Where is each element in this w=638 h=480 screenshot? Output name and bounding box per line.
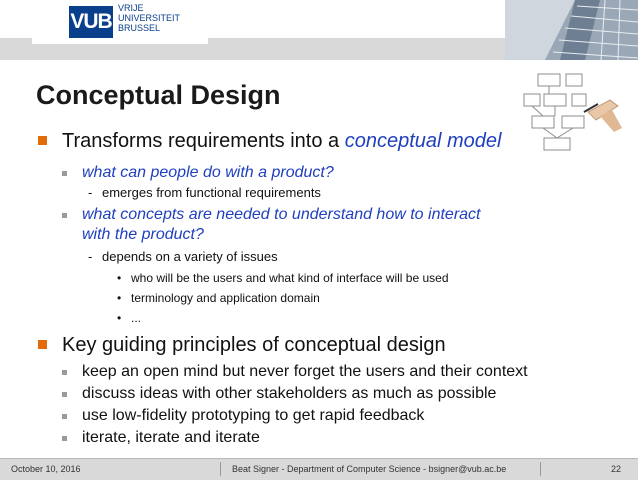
slide-title: Conceptual Design	[36, 80, 281, 110]
sub-bullet-square-icon	[62, 370, 67, 375]
page-number: 22	[611, 464, 622, 474]
university-logo	[32, 0, 208, 44]
vub-logo-mark: VUB	[69, 6, 113, 38]
bullet-text: Transforms requirements into a	[62, 130, 345, 152]
footer-divider	[220, 462, 221, 476]
sub-bullet-square-icon	[62, 392, 67, 397]
logo-wordmark	[118, 3, 180, 33]
sub-bullet-square-icon	[62, 436, 67, 441]
bullet-accent-text: conceptual model	[344, 130, 502, 152]
logo-line-2: UNIVERSITEIT	[118, 13, 181, 23]
logo-line-3: BRUSSEL	[118, 23, 161, 33]
slide-footer	[0, 458, 638, 480]
logo-line-1: VRIJE	[118, 3, 144, 13]
sub-bullet-square-icon	[62, 213, 67, 218]
sub-bullet-square-icon	[62, 171, 67, 176]
bullet-square-icon	[38, 136, 47, 145]
building-photo	[505, 0, 638, 60]
footer-author: Beat Signer - Department of Computer Science - bsigner@vub.ac.be	[232, 464, 507, 474]
bullet-square-icon	[38, 340, 47, 349]
footer-date: October 10, 2016	[11, 464, 81, 474]
flowchart-hand-illustration	[522, 66, 622, 162]
sub-bullet-square-icon	[62, 414, 67, 419]
footer-divider	[540, 462, 541, 476]
